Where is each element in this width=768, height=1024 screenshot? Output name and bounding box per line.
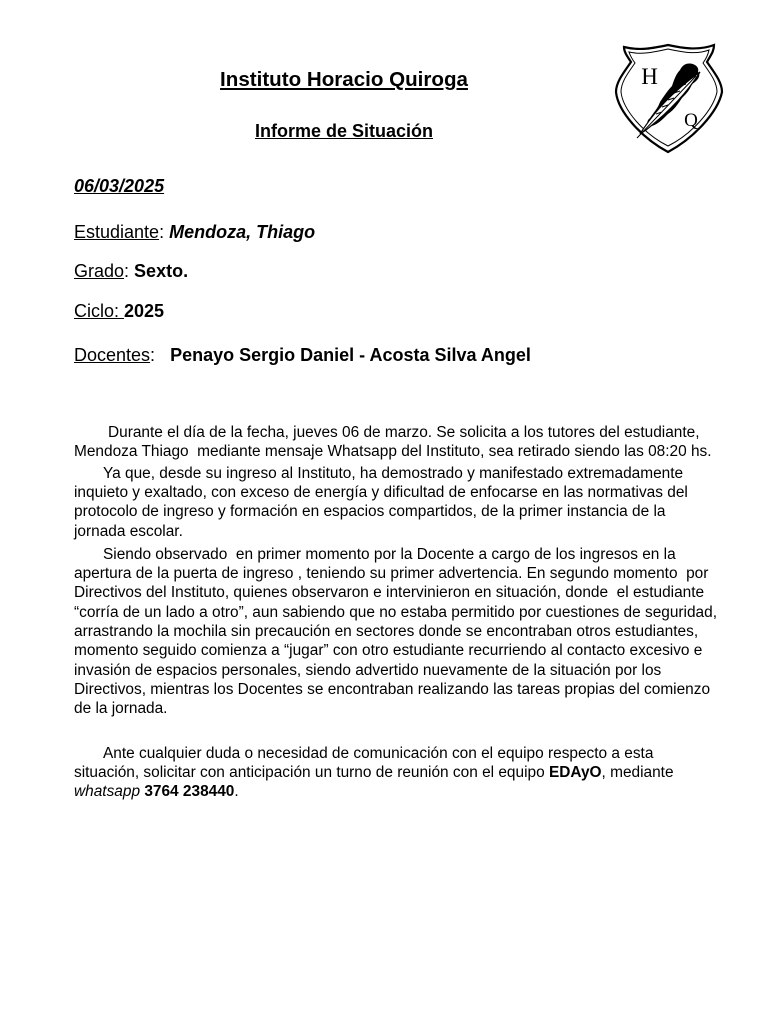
teachers-separator: : [150, 345, 171, 366]
closing-text: situación, solicitar con anticipación un turno de reunión con el equipo [74, 763, 549, 781]
student-separator: : [159, 222, 170, 243]
report-paragraph [74, 464, 688, 541]
paragraph-line: Mendoza Thiago mediante mensaje Whatsapp del Instituto, sea retirado siendo las 08:20 hs. [74, 442, 712, 460]
cycle-field [74, 301, 164, 323]
grade-field [74, 261, 188, 283]
report-paragraph [74, 545, 717, 719]
paragraph-line: Directivos del Instituto, quienes observaron e intervinieron en situación, donde el estudiante [74, 584, 705, 602]
paragraph-line: de la jornada. [74, 700, 168, 718]
paragraph-line [74, 782, 674, 801]
paragraph-line: Durante el día de la fecha, jueves 06 de marzo. Se solicita a los tutores del estudiante, [108, 423, 700, 441]
report-title: Informe de Situación [254, 121, 434, 142]
report-paragraph [74, 423, 712, 462]
student-name: Mendoza, Thiago [169, 222, 316, 243]
contact-phone: 3764 238440 [144, 783, 235, 801]
student-label: Estudiante [74, 222, 160, 243]
paragraph-line: Siendo observado en primer momento por la Docente a cargo de los ingresos en la [103, 545, 676, 563]
report-date: 06/03/2025 [74, 176, 165, 197]
paragraph-line: momento seguido comienza a “jugar” con otro estudiante recurriendo al contacto excesivo e [74, 642, 703, 660]
paragraph-line: arrastrando la mochila sin precaución en sectores donde se encontraban otros estudiantes, [74, 622, 699, 640]
school-crest-logo [610, 38, 730, 158]
paragraph-line [74, 763, 674, 782]
crest-letter-h: H [641, 64, 658, 89]
grade-value: Sexto. [134, 261, 189, 282]
paragraph-line: “corría de un lado a otro”, aun sabiendo que no estaba permitido por cuestiones de seguridad, [74, 603, 717, 621]
cycle-label: Ciclo: [74, 301, 125, 322]
paragraph-line: Ya que, desde su ingreso al Instituto, ha demostrado y manifestado extremadamente [103, 464, 684, 482]
teachers-field [74, 345, 531, 367]
institution-name: Instituto Horacio Quiroga [220, 68, 468, 91]
paragraph-line: apertura de la puerta de ingreso , teniendo su primer advertencia. En segundo momento por [74, 564, 709, 582]
grade-separator: : [124, 261, 135, 282]
cycle-value: 2025 [124, 301, 165, 322]
team-name: EDAyO [548, 763, 602, 781]
teachers-label: Docentes [74, 345, 151, 366]
student-field [74, 222, 315, 244]
closing-period: . [234, 783, 239, 801]
grade-label: Grado [74, 261, 125, 282]
closing-text: , mediante [601, 763, 674, 781]
contact-channel: whatsapp [74, 783, 141, 801]
paragraph-line: protocolo de ingreso y formación en espacios compartidos, de la primer instancia de la [74, 503, 666, 521]
paragraph-line: invasión de espacios personales, siendo advertido nuevamente de la situación por los [74, 661, 662, 679]
crest-letter-q: Q [684, 110, 698, 131]
paragraph-line: inquieto y exaltado, con exceso de energía y dificultad de enfocarse en las normativas del [74, 483, 688, 501]
paragraph-line: Ante cualquier duda o necesidad de comunicación con el equipo respecto a esta [103, 744, 654, 762]
paragraph-line: Directivos, mientras los Docentes se encontraban realizando las tareas propias del comienzo [74, 680, 711, 698]
closing-paragraph [74, 744, 674, 802]
teachers-names: Penayo Sergio Daniel - Acosta Silva Angel [170, 345, 531, 366]
paragraph-line: jornada escolar. [74, 522, 183, 540]
